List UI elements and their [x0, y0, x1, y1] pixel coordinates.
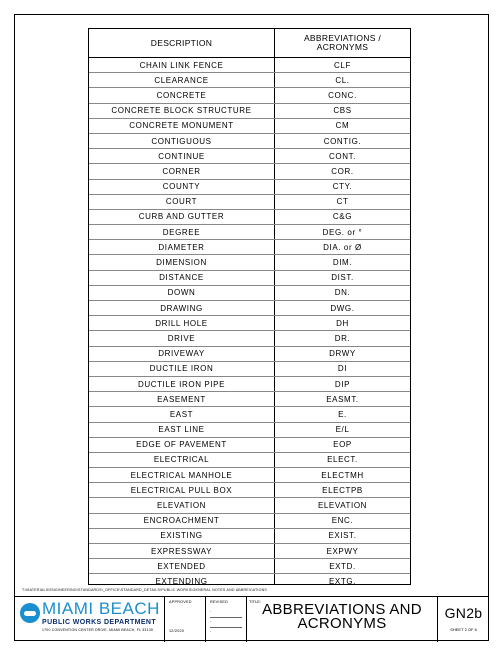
approved-box [165, 597, 206, 642]
table-row [89, 286, 410, 301]
row-abbreviation: COR. [331, 166, 354, 176]
row-description: ELEVATION [89, 498, 275, 512]
row-description: CLEARANCE [89, 73, 275, 87]
sheet-number-cell [438, 597, 489, 642]
table-row [89, 529, 410, 544]
row-description: DOWN [89, 286, 275, 300]
row-abbreviation: EXTD. [329, 561, 356, 571]
row-description: COURT [89, 195, 275, 209]
revised-label: REVISED [210, 600, 229, 604]
row-abbreviation: DIP [334, 379, 351, 389]
row-abbreviation: CONT. [329, 151, 356, 161]
row-description: EAST LINE [89, 423, 275, 437]
table-row [89, 453, 410, 468]
table-row [89, 149, 410, 164]
table-row [89, 544, 410, 559]
table-row [89, 195, 410, 210]
row-description: CURB AND GUTTER [89, 210, 275, 224]
row-abbreviation: EOP [333, 440, 352, 450]
table-header [89, 29, 410, 58]
table-row [89, 271, 410, 286]
row-description: ELECTRICAL PULL BOX [89, 483, 275, 497]
header-abbrev-line1: ABBREVIATIONS / [303, 33, 382, 43]
row-description: EXTENDING [89, 574, 275, 585]
row-description: DUCTILE IRON PIPE [89, 377, 275, 391]
title-cell [247, 597, 438, 642]
table-row [89, 468, 410, 483]
table-row [89, 58, 410, 73]
row-abbreviation: ENC. [331, 516, 354, 526]
row-description: DRILL HOLE [89, 316, 275, 330]
table-row [89, 210, 410, 225]
row-description: CHAIN LINK FENCE [89, 58, 275, 72]
row-abbreviation: ELEVATION [317, 501, 368, 511]
row-description: DIAMETER [89, 240, 275, 254]
table-row [89, 301, 410, 316]
table-row [89, 407, 410, 422]
title-block [14, 596, 489, 642]
table-row [89, 498, 410, 513]
table-row [89, 316, 410, 331]
row-abbreviation: CTY. [332, 182, 353, 192]
row-abbreviation: EXIST. [328, 531, 357, 541]
row-abbreviation: DIM. [332, 258, 353, 268]
row-description: CONCRETE MONUMENT [89, 119, 275, 133]
row-abbreviation: CM [335, 121, 350, 131]
sheet-title-line1: ABBREVIATIONS AND [262, 601, 422, 618]
row-abbreviation: DI [337, 364, 348, 374]
row-abbreviation: DWG. [330, 303, 355, 313]
sheet-title-line2: ACRONYMS [297, 615, 387, 632]
header-abbreviations [275, 29, 410, 57]
revised-line [210, 627, 242, 628]
table-row [89, 362, 410, 377]
row-abbreviation: DN. [334, 288, 351, 298]
row-description: DUCTILE IRON [89, 362, 275, 376]
department-name: PUBLIC WORKS DEPARTMENT [42, 619, 157, 626]
department-address: 1700 CONVENTION CENTER DRIVE, MIAMI BEACH, FL 33139 [42, 628, 154, 632]
table-row [89, 180, 410, 195]
row-abbreviation: CL. [335, 75, 350, 85]
table-row [89, 483, 410, 498]
table-row [89, 88, 410, 103]
row-description: EXISTING [89, 529, 275, 543]
table-row [89, 347, 410, 362]
row-abbreviation: DEG. or ° [322, 227, 363, 237]
row-abbreviation: CONC. [328, 90, 357, 100]
city-brand: MIAMI BEACH [42, 599, 160, 618]
row-abbreviation: DRWY [329, 349, 356, 359]
table-row [89, 423, 410, 438]
row-abbreviation: ELECT. [327, 455, 358, 465]
revised-entry-2: - [210, 619, 212, 623]
row-abbreviation: E. [338, 409, 347, 419]
row-abbreviation: DR. [334, 333, 351, 343]
row-description: DRIVE [89, 331, 275, 345]
row-description: CONCRETE [89, 88, 275, 102]
row-abbreviation: ELECTPB [322, 485, 363, 495]
revised-entry-1: - [210, 609, 212, 613]
row-abbreviation: DIA. or Ø [323, 242, 362, 252]
row-abbreviation: CBS [333, 106, 352, 116]
row-abbreviation: DIST. [331, 273, 354, 283]
row-description: DEGREE [89, 225, 275, 239]
row-abbreviation: C&G [332, 212, 353, 222]
sheet-title [247, 603, 437, 631]
approved-label: APPROVED [169, 600, 192, 604]
table-row [89, 104, 410, 119]
table-row [89, 514, 410, 529]
row-description: DISTANCE [89, 271, 275, 285]
table-row [89, 255, 410, 270]
row-description: COUNTY [89, 180, 275, 194]
row-description: EXPRESSWAY [89, 544, 275, 558]
header-abbrev-line2: ACRONYMS [316, 42, 369, 52]
row-description: DRAWING [89, 301, 275, 315]
row-description: EASEMENT [89, 392, 275, 406]
title-label: TITLE: [249, 599, 262, 604]
table-row [89, 574, 410, 585]
row-description: CORNER [89, 164, 275, 178]
row-abbreviation: EXTG. [328, 576, 356, 585]
table-row [89, 134, 410, 149]
table-row [89, 392, 410, 407]
revised-entry-3: - [210, 629, 212, 633]
row-description: DRIVEWAY [89, 347, 275, 361]
row-description: EXTENDED [89, 559, 275, 573]
table-row [89, 559, 410, 574]
row-description: ELECTRICAL MANHOLE [89, 468, 275, 482]
file-path-note: T:\MATERIALS\ENGINEERING\STANDARDS\_OFFICE\STANDARD_DETAILS\PUBLIC WORKS\GENERAL NOTES AND ABBREVIATIONS [22, 588, 267, 592]
approved-date: 12/2020 [169, 629, 185, 633]
table-row [89, 240, 410, 255]
sheet-of: SHEET 2 OF 6 [450, 627, 477, 632]
row-description: CONTINUE [89, 149, 275, 163]
abbreviations-table [88, 28, 411, 585]
header-description: DESCRIPTION [89, 29, 275, 57]
table-row [89, 225, 410, 240]
row-abbreviation: DH [336, 318, 349, 328]
row-abbreviation: E/L [335, 425, 350, 435]
city-logo-icon [20, 603, 40, 623]
sheet-number: GN2b [444, 605, 483, 621]
row-abbreviation: EXPWY [326, 546, 359, 556]
row-abbreviation: CT [336, 197, 349, 207]
table-row [89, 73, 410, 88]
row-abbreviation: CONTIG. [323, 136, 362, 146]
row-abbreviation: EASMT. [326, 394, 359, 404]
row-description: DIMENSION [89, 255, 275, 269]
row-abbreviation: CLF [334, 60, 351, 70]
row-description: EAST [89, 407, 275, 421]
table-row [89, 164, 410, 179]
row-abbreviation: ELECTMH [321, 470, 364, 480]
revised-box [206, 597, 247, 642]
row-description: ENCROACHMENT [89, 514, 275, 528]
row-description: ELECTRICAL [89, 453, 275, 467]
row-description: CONTIGUOUS [89, 134, 275, 148]
row-description: CONCRETE BLOCK STRUCTURE [89, 104, 275, 118]
table-row [89, 331, 410, 346]
revised-line [210, 617, 242, 618]
row-description: EDGE OF PAVEMENT [89, 438, 275, 452]
table-body [89, 58, 410, 585]
table-row [89, 119, 410, 134]
city-logo-block [14, 597, 165, 642]
table-row [89, 377, 410, 392]
table-row [89, 438, 410, 453]
